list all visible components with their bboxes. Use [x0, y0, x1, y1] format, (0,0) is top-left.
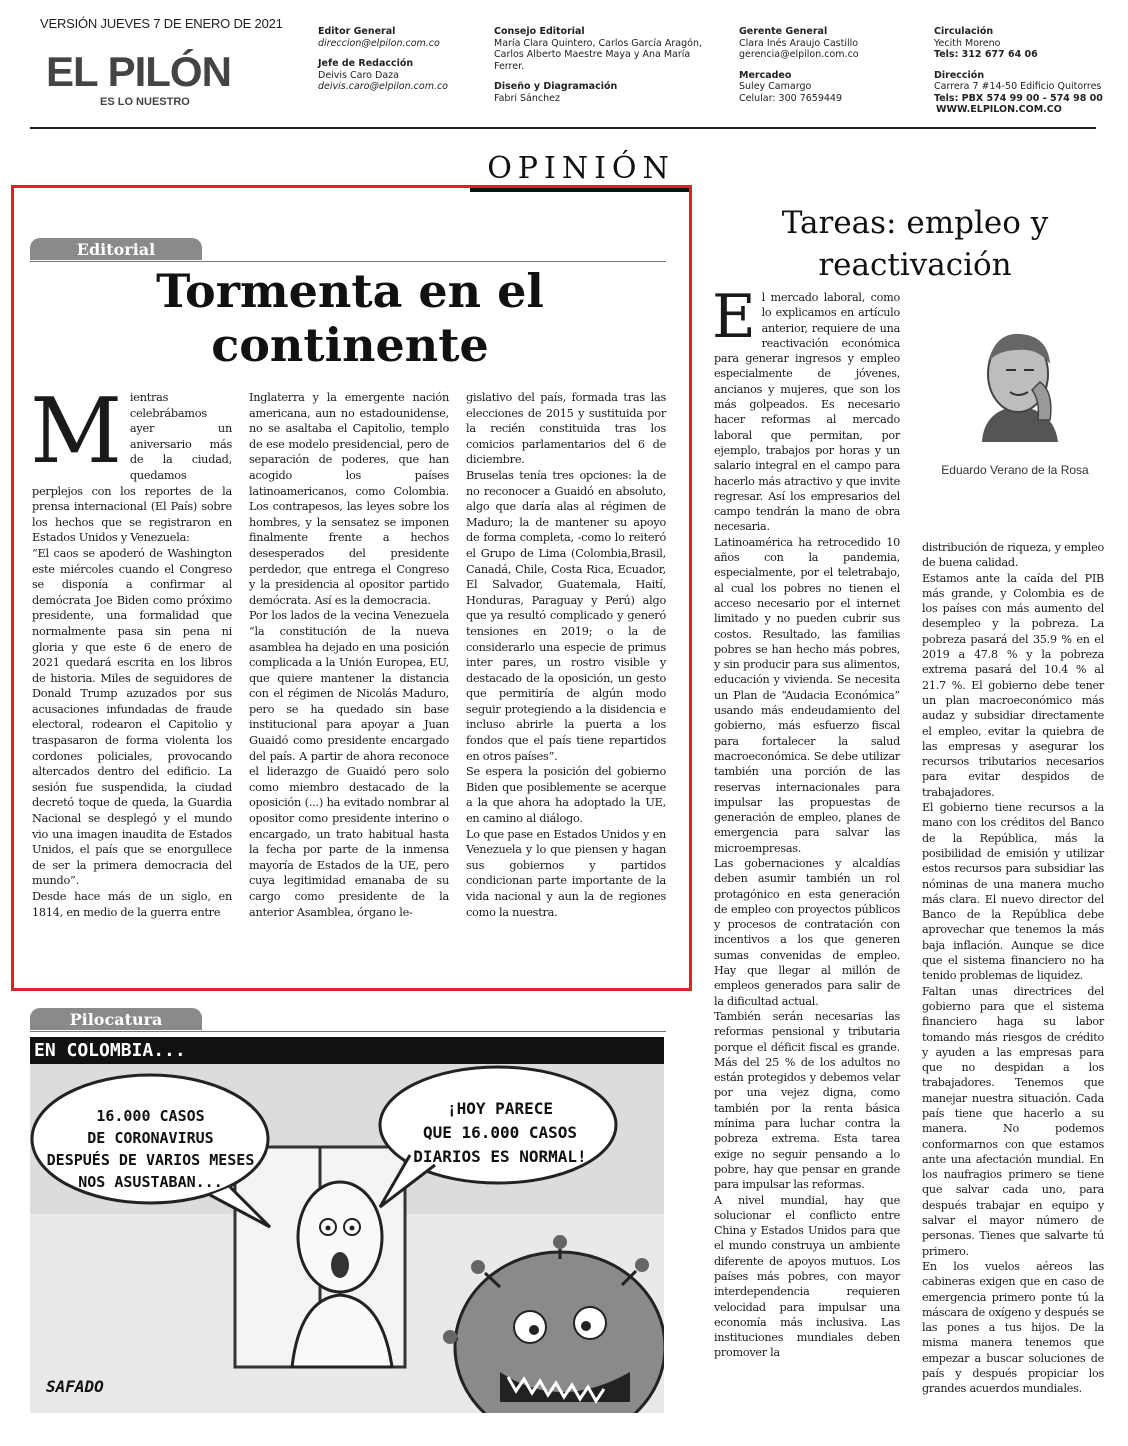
paragraph: Latinoamérica ha retrocedido 10 años con la pandemia, especialmente, por el teletrabajo, al cual los pobres no tienen el acceso necesario por el internet limitado y no pueden cubrir sus costos. Resultado, las familias pobres se han hecho más pobres, y sin producir para sus alimentos, educación y vivienda. Se necesita un Plan de “Audacia Económica” usando más endeudamiento del gobierno, más esfuerzo fiscal para fortalecer la salud macroeconómica. Se debe utilizar también una porción de las reservas internacionales para impulsar las propuestas de generación de empleo, planes de emergencia para salvar las microempresas. [714, 535, 900, 855]
credits-gerencia [739, 26, 909, 104]
editorial-tab: Editorial [30, 238, 202, 260]
paragraph: gislativo del país, formada tras las elecciones de 2015 y sustituida por la recién constituida tras los comicios parlamentarios del 6 de diciembre. [466, 391, 666, 467]
credits-editor [318, 26, 478, 93]
pilocatura-tab-bar [30, 1008, 666, 1032]
paragraph: Faltan unas directrices del gobierno para que el sistema financiero haga su labor tomando más riesgos de crédito y ayuden a las empresas para que no despidan a los trabajadores. Tenemos que manejar nuestra situación. Cada país tiene que hacerlo a su manera. No podemos conformarnos con que estamos ante una afectación mundial. En los naufragios primero se tiene que salvar cada uno, para después trabajar en equipo y salvar el mayor número de personas. Tienes que salvarte tú primero. [922, 984, 1104, 1258]
pilocatura-tab: Pilocatura [30, 1008, 202, 1030]
column-text-1 [712, 282, 900, 1361]
credit-title: Diseño y Diagramación [494, 81, 618, 92]
credit-title: Mercadeo [739, 69, 792, 81]
paragraph: distribución de riqueza, y empleo de buena calidad. [922, 541, 1104, 570]
credit-name: Yecith Moreno [934, 37, 1001, 49]
paragraph: l mercado laboral, como lo explicamos en artículo anterior, requiere de una reactivación económica para generar ingresos y empleo especialmente de jóvenes, ancianos y mujeres, que son los más golpeados. Es necesario hacer reformas al mercado laboral que permitan, por ejemplo, trabajos por horas y un salario integral en el campo para hacerlo más atractivo y que invite regresar. Así los empresarios del campo tendrán la mano de obra necesaria. [714, 291, 900, 534]
tab-underline [30, 261, 666, 262]
column-text-2 [922, 540, 1104, 1397]
author-photo [962, 322, 1074, 442]
bubble-line: DIARIOS ES NORMAL! [413, 1147, 587, 1166]
paragraph: A nivel mundial, hay que solucionar el conflicto entre China y Estados Unidos para que el mundo construya un ambiente diferente de apoyos mutuos. Los países más pobres, con mayor interdependencia requieren velocidad para impulsar una economía más inclusiva. Las instituciones mundiales deben promover la [714, 1193, 900, 1360]
newspaper-logo: EL PILÓN [46, 48, 231, 95]
speech-bubble-right [390, 1097, 610, 1169]
credit-phone: Tels: 312 677 64 06 [934, 49, 1038, 60]
bubble-line: QUE 16.000 CASOS [422, 1123, 578, 1142]
paragraph: Por los lados de la vecina Venezuela “la constitución de la nueva asamblea ha dejado en una posición complicada a la Unión Europea, EU, que quiere mantener la distancia con el régimen de Nicolás Maduro, pero se ha quedado sin base institucional para apoyar a Juan Guaidó como presidente encargado del país. A partir de ahora reconoce el liderazgo de Guaidó pero solo como miembro destacado de la oposición (...) ha evitado nombrar al opositor como presidente interino o encargado, un trato habitual hasta la fecha por parte de la inmensa mayoría de Estados de la UE, pero cuya legitimidad emanaba de su cargo como presidente de la anterior Asamblea, órgano le- [249, 609, 449, 919]
credit-title: Consejo Editorial [494, 26, 585, 37]
section-title: OPINIÓN [470, 150, 692, 192]
cartoonist-signature: SAFADO [46, 1377, 104, 1396]
paragraph: “El caos se apoderó de Washington este miércoles cuando el Congreso se disponía a confirmar al demócrata Joe Biden como próximo presidente, una formalidad que normalmente pasa sin pena ni gloria y que este 6 de enero de 2021 quedará escrita en los libros de historia. Miles de seguidores de Donald Trump azuzados por sus acusaciones infundadas de fraude electoral, rodearon el Capitolio y traspasaron de forma violenta los cordones policiales, provocando altercados dentro del edificio. La sesión fue suspendida, la ciudad decretó toque de queda, la Guardia Nacional se desplegó y el mundo vio una imagen inaudita de Estados Unidos, el país que se enorgullece de ser la primera democracia del mundo”. [32, 546, 232, 888]
paragraph: También serán necesarias las reformas pensional y tributaria porque el déficit fiscal es grande. Más del 25 % de los adultos no están protegidos y debemos velar por una vejez digna, como también por la renta básica mínima para luchar contra la pobreza extrema. Esta tarea exige no seguir pensando a lo pobre, hay que pensar en grande para impulsar las reformas. [714, 1009, 900, 1192]
credit-email[interactable]: gerencia@elpilon.com.co [739, 49, 859, 60]
credit-title: Circulación [934, 26, 994, 37]
edition-date: VERSIÓN JUEVES 7 DE ENERO DE 2021 [40, 16, 283, 31]
bubble-line: 16.000 CASOS [96, 1107, 205, 1125]
credit-name: Fabri Sánchez [494, 92, 560, 104]
credit-address: Carrera 7 #14-50 Edificio Quitorres [934, 81, 1102, 92]
paragraph: Desde hace más de un siglo, en 1814, en medio de la guerra entre [32, 890, 232, 919]
column-title: Tareas: empleo y reactivación [781, 205, 1049, 283]
masthead-divider [30, 127, 1096, 129]
editorial-column-1 [30, 379, 232, 920]
editorial-headline: Tormenta en el continente [156, 264, 544, 372]
drop-cap: M [30, 379, 122, 484]
credit-title: Jefe de Redacción [318, 58, 414, 69]
newspaper-tagline: ES LO NUESTRO [100, 96, 190, 108]
credit-name: Deivis Caro Daza [318, 69, 399, 81]
credit-name: María Clara Quintero, Carlos García Aragón, Carlos Alberto Maestre Maya y Ana María Ferrer. [494, 37, 702, 72]
credit-name: Clara Inés Araujo Castillo [739, 37, 859, 49]
credits-circulacion [934, 26, 1114, 116]
cartoon [30, 1037, 664, 1413]
credit-phone: Celular: 300 7659449 [739, 92, 843, 104]
bubble-line: DE CORONAVIRUS [87, 1129, 214, 1147]
paragraph: Estamos ante la caída del PIB más grande, y Colombia es de los países con más aumento del desempleo y la pobreza. La pobreza pasará del 35.9 % en el 2019 a 47.8 % y la pobreza extrema pasará del 10.4 % al 21.7 %. El gobierno debe tener un plan macroeconómico más audaz y subsidiar directamente el empleo, evitar la quiebra de las empresas y asegurar los recursos tributarios necesarios para evitar despidos de trabajadores. [922, 571, 1104, 799]
paragraph: Bruselas tenía tres opciones: la de no reconocer a Guaidó en absoluto, algo que daría alas al régimen de Maduro; la de mantener su apoyo de forma completa, -como lo reiteró el Grupo de Lima (Colombia,Brasil, Canadá, Chile, Costa Rica, Ecuador, El Salvador, Guatemala, Haití, Honduras, Paraguay y Perú) algo que ya resultó complicado y generó tensiones en 2019; o la de considerarlo una especie de primus inter pares, un rostro visible y destacado de la oposición, un gesto que permitiría de algún modo seguir protegiendo a la disidencia e incluso abrirle la puerta a los fondos que el país tiene repartidos en otros países”. [466, 468, 666, 763]
credit-title: Gerente General [739, 26, 828, 37]
paragraph: Lo que pase en Estados Unidos y en Venezuela y lo que piensen y hagan sus gobiernos y partidos condicionan parte importante de la vida nacional y aun la de regiones como la nuestra. [466, 827, 666, 919]
author-name: Eduardo Verano de la Rosa [941, 463, 1089, 477]
editorial-tab-bar [30, 238, 666, 262]
cartoon-ribbon: EN COLOMBIA... [30, 1037, 664, 1064]
paragraph: Se espera la posición del gobierno Biden que posiblemente se acerque a la que ahora ha adoptado la UE, en camino al diálogo. [466, 765, 666, 826]
editorial-column-3 [466, 390, 666, 920]
credit-title: Editor General [318, 26, 396, 37]
drop-cap: E [712, 282, 756, 352]
credit-name: Suley Camargo [739, 81, 812, 92]
credit-title: Dirección [934, 69, 985, 81]
credit-email[interactable]: deivis.caro@elpilon.com.co [318, 81, 448, 92]
bubble-line: DESPUÉS DE VARIOS MESES [46, 1151, 255, 1169]
paragraph: Inglaterra y la emergente nación americana, aun no estadounidense, no se asaltaba el Capitolio, templo de ese modelo presidencial, pero de separación de poderes, que han acogido los países latinoamericanos, como Colombia. Los contrapesos, las leyes sobre los hombres, y la sensatez se imponen finalmente frente a hechos desesperados del presidente perdedor, que entrega el Congreso y la presidencia al opositor partido demócrata. Así es la democracia. [249, 391, 449, 607]
speech-bubble-left [38, 1105, 263, 1193]
website-link[interactable]: WWW.ELPILON.COM.CO [936, 104, 1062, 115]
credit-phone: Tels: PBX 574 99 00 - 574 98 00 [934, 92, 1103, 104]
credits-consejo [494, 26, 706, 104]
cartoon-drawing [30, 1037, 664, 1413]
bubble-line: ¡HOY PARECE [447, 1099, 553, 1118]
editorial-column-2 [249, 390, 449, 920]
paragraph: ientras celebrábamos ayer un aniversario más de la ciudad, quedamos perplejos con los reportes de la prensa internacional (El País) sobre los hechos que se registraron en Estados Unidos y Venezuela: [32, 391, 232, 545]
paragraph: Las gobernaciones y alcaldías deben asumir también un rol protagónico en esta generación de empleo con proyectos públicos y procesos de contratación con incentivos a los que generen sumas convenidas de empleo. Hay que llegar al millón de empleos generados para salir de la dificultad actual. [714, 856, 900, 1008]
paragraph: El gobierno tiene recursos a la mano con los créditos del Banco de la República, más la posibilidad de emisión y utilizar estos recursos para subsidiar las nóminas de una manera mucho más clara. El nuevo director del Banco de la República debe aprovechar que tenemos la más baja inflación. Aunque se dice que el sistema financiero no ha tenido problemas de liquidez. [922, 801, 1104, 983]
tab-underline [30, 1031, 666, 1032]
paragraph: En los vuelos aéreos las cabineras exigen que en caso de emergencia primero ponte tú la máscara de oxígeno y después se las pones a tus hijos. De la misma manera tenemos que empezar a buscar soluciones de país y después propiciar los grandes acuerdos mundiales. [922, 1259, 1104, 1396]
credit-email[interactable]: direccion@elpilon.com.co [318, 37, 440, 49]
bubble-line: NOS ASUSTABAN... [78, 1173, 223, 1191]
